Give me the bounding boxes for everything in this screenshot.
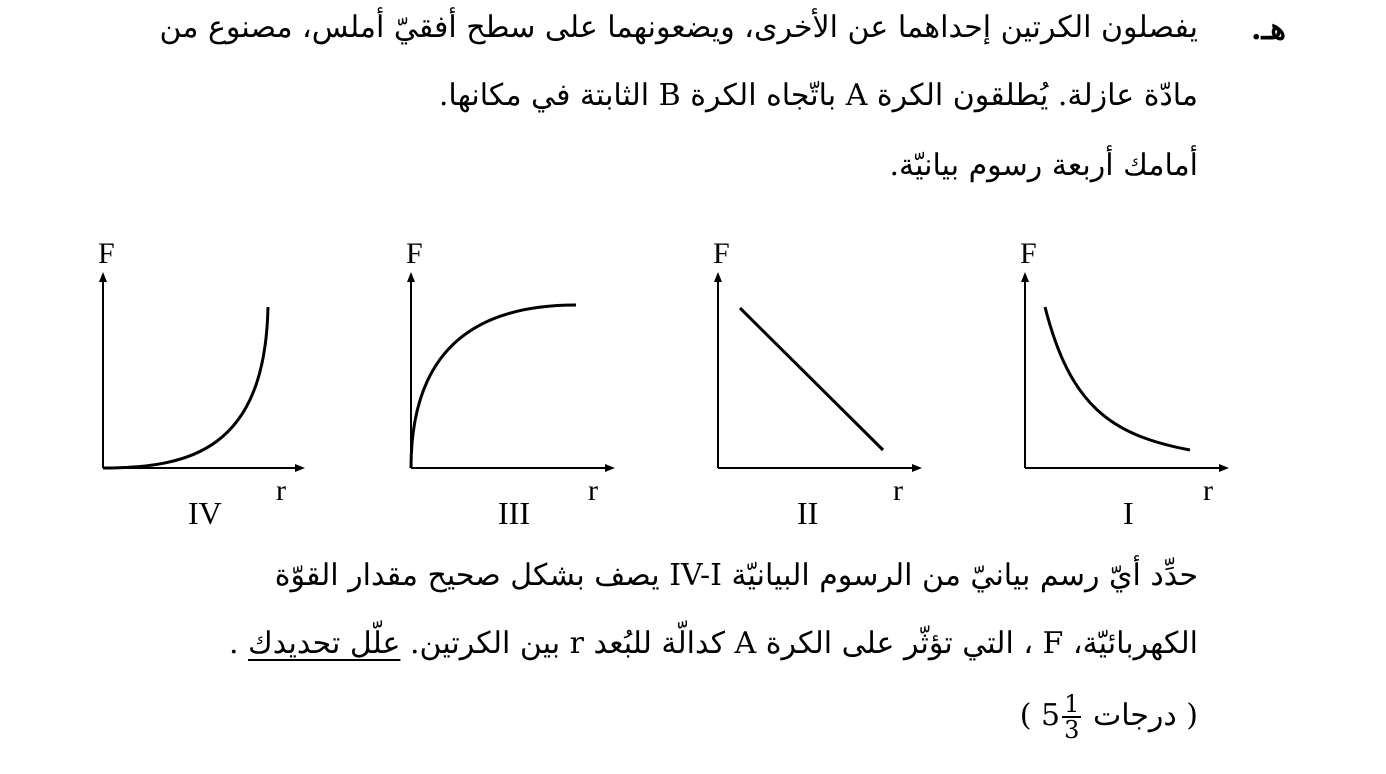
graphs-figure [0,225,1386,525]
graph-i-label: I [1123,495,1134,531]
graph-iv [98,237,300,507]
graph-ii-label: II [797,495,819,531]
points-word: درجات [1092,698,1177,733]
justify-instruction: علّل تحديدك [248,626,401,661]
points-whole: 5 [1041,698,1061,733]
graph-iii-y-label: F [406,237,423,270]
graph-i [1020,237,1224,507]
graph-ii [713,237,917,507]
points-close-paren: ) [1186,698,1198,733]
intro-line-1: يفصلون الكرتين إحداهما عن الأخرى، ويضعونهما على سطح أفقيّ أملس، مصنوع من [159,10,1198,45]
points-numerator: 1 [1064,690,1080,718]
graph-iii-label: III [498,495,530,531]
points-denominator: 3 [1064,716,1080,744]
points-fraction [1062,692,1081,742]
question-line-1: حدِّد أيّ رسم بيانيّ من الرسوم البيانيّة IV-I يصف بشكل صحيح مقدار القوّة [274,558,1198,593]
graph-ii-y-label: F [713,237,730,270]
points-open-paren: ( [1019,698,1032,733]
graph-iv-y-label: F [98,237,115,270]
graph-ii-x-label: r [893,474,903,507]
graph-ii-curve [740,308,883,450]
intro-line-2: مادّة عازلة. يُطلقون الكرة A باتّجاه الكرة B الثابتة في مكانها. [438,78,1198,113]
graph-i-y-label: F [1020,237,1037,270]
graph-iv-label: IV [188,495,222,531]
graph-iii-curve [411,305,576,468]
graph-i-x-label: r [1203,474,1213,507]
intro-line-3: أمامك أربعة رسوم بيانيّة. [889,148,1198,183]
points-line [1020,692,1198,742]
question-line-2-end: . [228,626,239,661]
graph-i-curve [1045,307,1190,450]
graph-iii-x-label: r [588,474,598,507]
graph-iv-curve [103,307,268,468]
section-marker: هـ. [1250,12,1286,47]
graph-iii [406,237,610,507]
points-value [1041,690,1093,744]
question-line-2 [229,626,1198,661]
question-line-2-main: الكهربائيّة، F ، التي تؤثّر على الكرة A كدالّة للبُعد r بين الكرتين. [409,626,1198,661]
graph-iv-x-label: r [276,474,286,507]
